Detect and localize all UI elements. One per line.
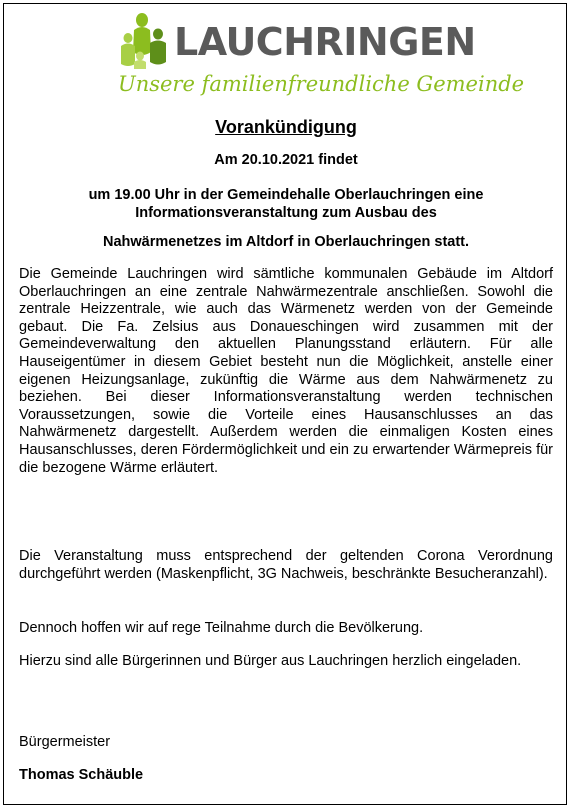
- event-line-2: Informationsveranstaltung zum Ausbau des: [135, 205, 437, 221]
- body-paragraph-2: Die Veranstaltung muss entsprechend der geltenden Corona Verordnung durchgeführt werden (Maskenpflicht, 3G Nachweis, beschränkte Besucheranzahl).: [19, 548, 553, 582]
- event-line-3: Nahwärmenetzes im Altdorf in Oberlauchringen statt.: [102, 234, 470, 250]
- date-line: Am 20.10.2021 findet: [214, 152, 358, 168]
- municipality-logo: [118, 12, 525, 110]
- body-paragraph-3: Dennoch hoffen wir auf rege Teilnahme durch die Bevölkerung.: [19, 620, 424, 636]
- logo-tagline: Unsere familienfreundliche Gemeinde: [118, 72, 525, 96]
- event-line-1: um 19.00 Uhr in der Gemeindehalle Oberlauchringen eine: [88, 187, 484, 203]
- document-title: Vorankündigung: [215, 117, 357, 137]
- logo-figures-icon: [118, 12, 174, 70]
- body-paragraph-4: Hierzu sind alle Bürgerinnen und Bürger aus Lauchringen herzlich eingeladen.: [19, 653, 522, 669]
- logo-wordmark: LAUCHRINGEN: [174, 20, 476, 64]
- signature-role: Bürgermeister: [19, 734, 111, 750]
- body-paragraph-1: Die Gemeinde Lauchringen wird sämtliche kommunalen Gebäude im Altdorf Oberlauchringen an eine zentrale Nahwärmezentrale anschließen. Sowohl die zentrale Heizzentrale, wie auch das Wärmenetz werden von der Gemeinde gebaut. Die Fa. Zelsius aus Donaueschingen wird zusammen mit der Gemeindeverwaltung den aktuellen Planungsstand erläutern. Für alle Hauseigentümer in diesem Gebiet besteht nun die Möglichkeit, anstelle einer eigenen Heizungsanlage, zukünftig die Wärme aus dem Nahwärmenetz zu beziehen. Bei dieser Informationsveranstaltung werden technischen Voraussetzungen, sowie die Vorteile eines Hausanschlusses an das Nahwärmenetz dargestellt. Außerdem werden die einmaligen Kosten eines Hausanschlusses, deren Fördermöglichkeit und ein zu erwartender Wärmepreis für die bezogene Wärme erläutert.: [19, 266, 553, 476]
- signature-name: Thomas Schäuble: [19, 767, 144, 783]
